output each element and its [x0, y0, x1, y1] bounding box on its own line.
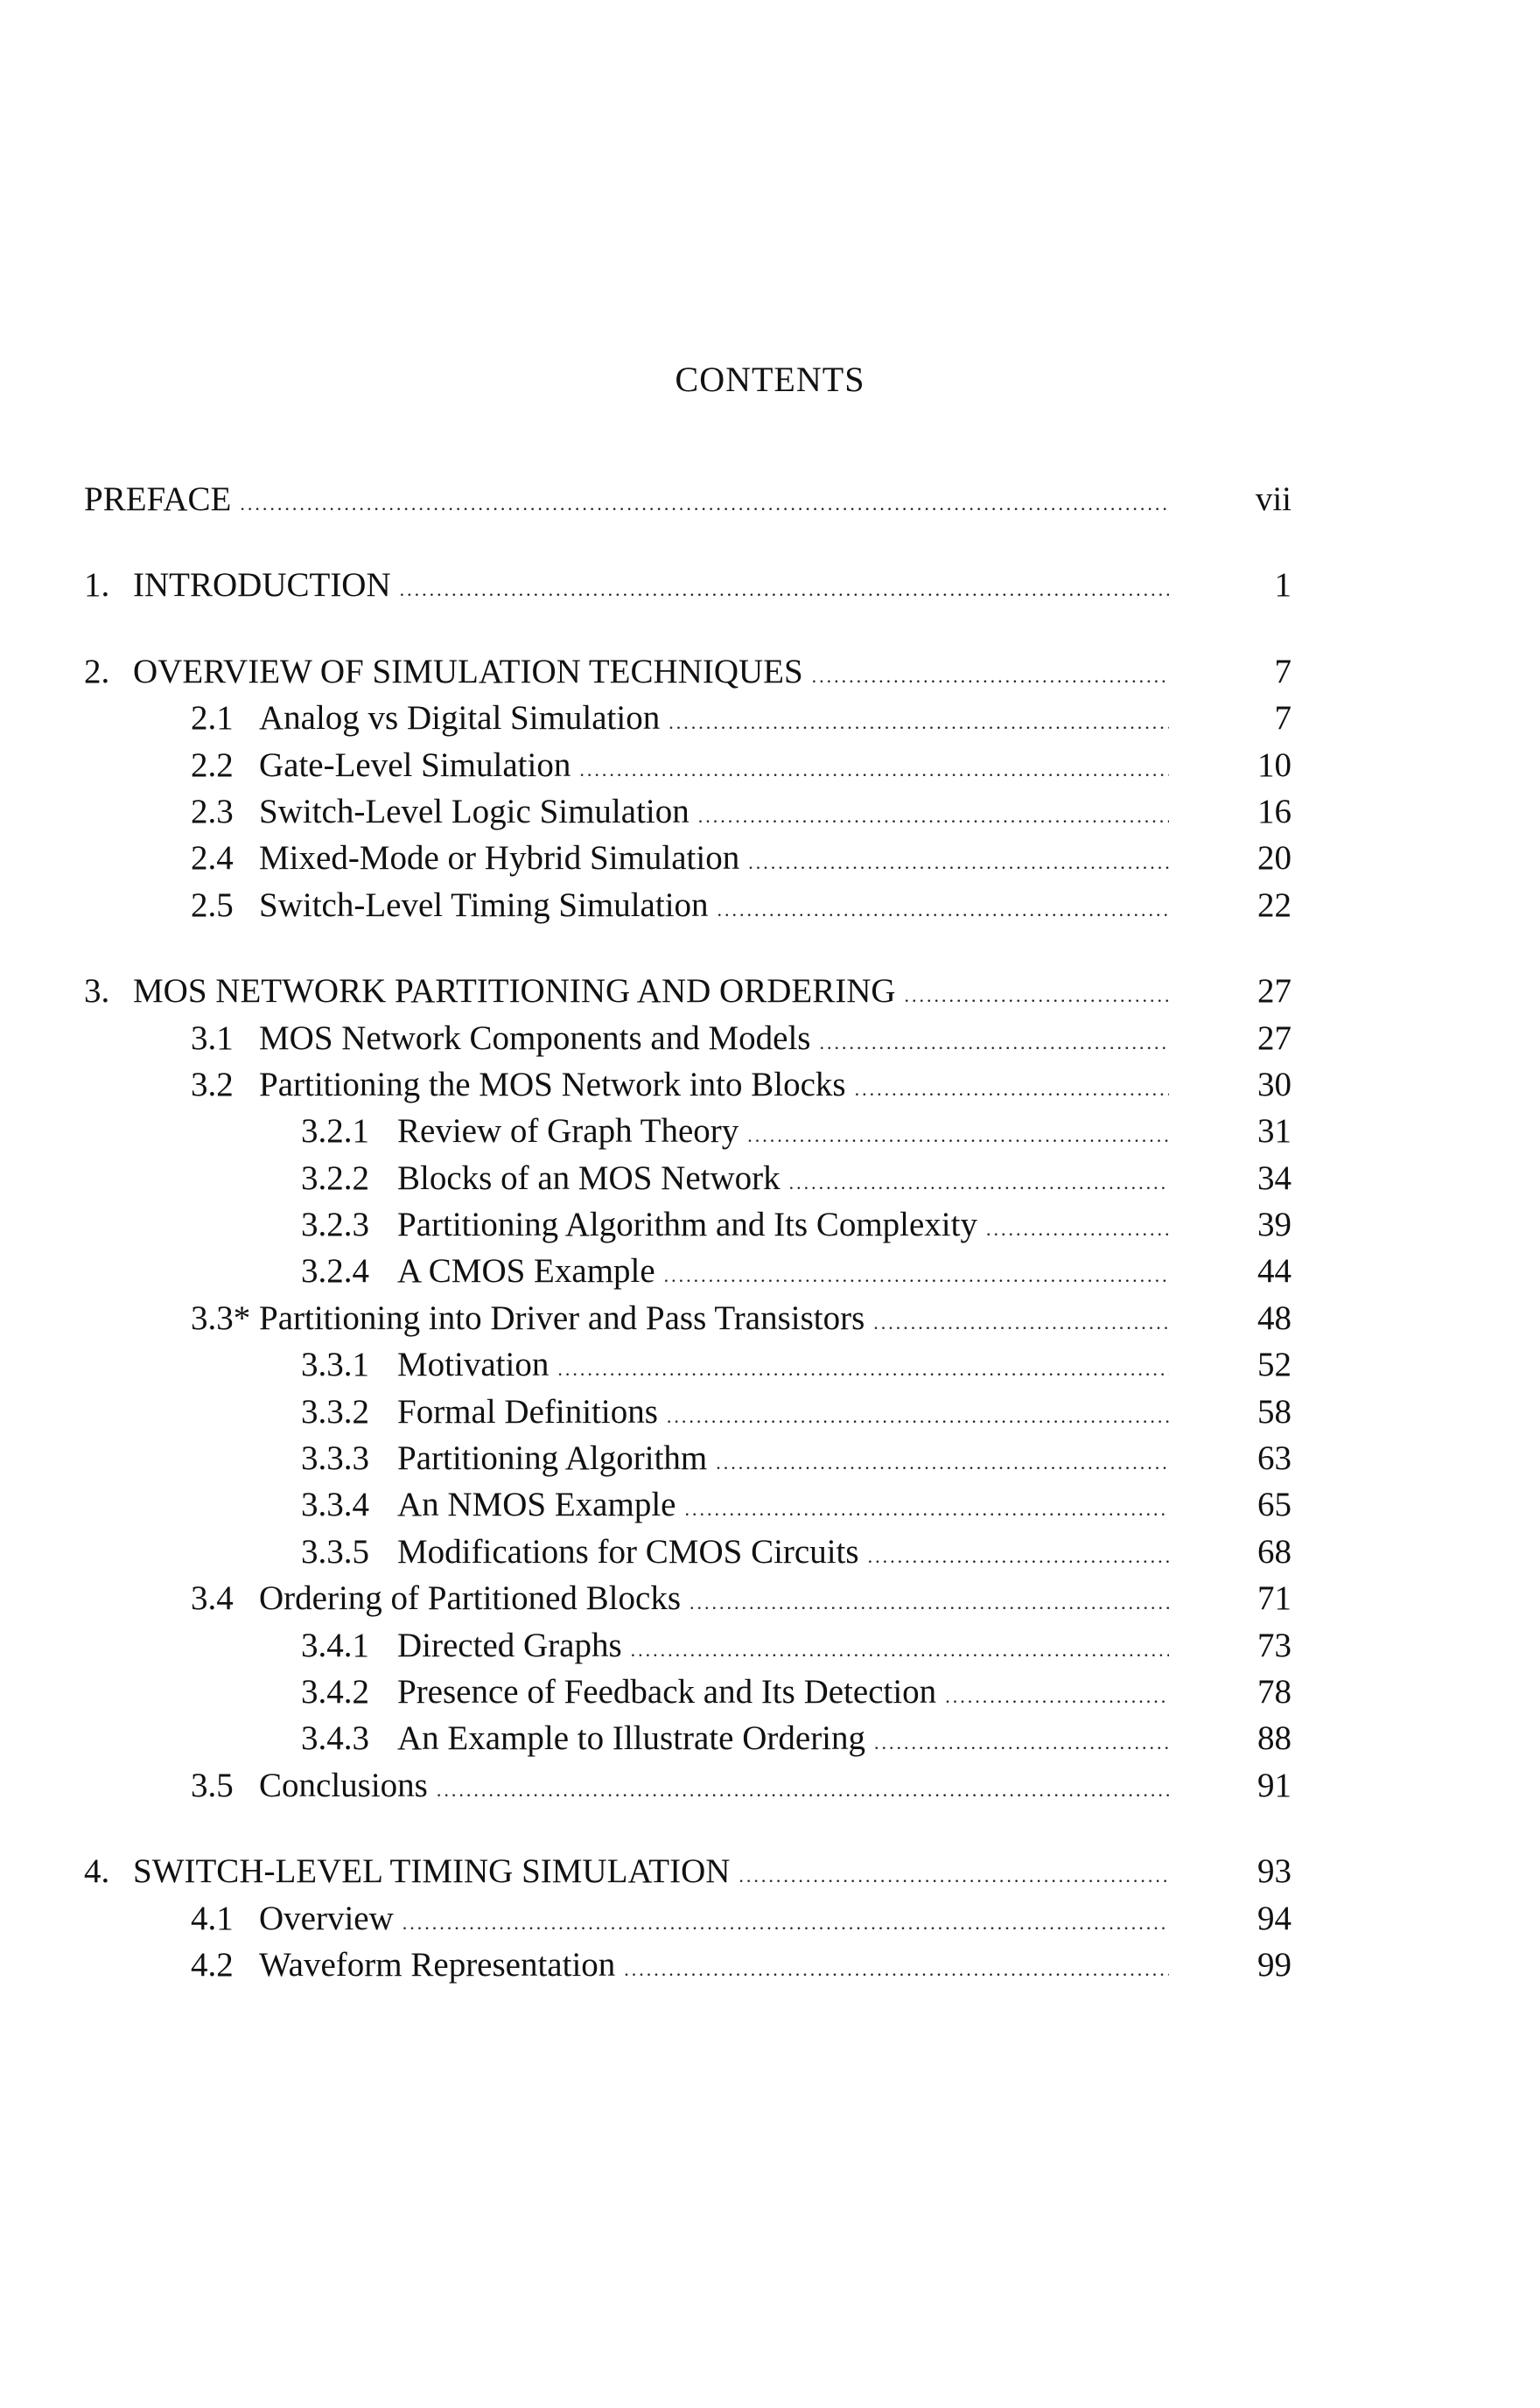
toc-entry-section	[84, 1766, 1292, 1812]
toc-entry-chapter-1	[84, 565, 1292, 612]
toc-entry-number: 2.4	[191, 839, 234, 878]
toc-entry-title: Blocks of an MOS Network	[397, 1158, 780, 1197]
dot-leader	[240, 493, 1169, 515]
toc-entry-page: 39	[1257, 1206, 1292, 1244]
toc-entry-number: 3.1	[191, 1018, 234, 1057]
toc-entry-number: 3.3.2	[301, 1392, 369, 1431]
dot-leader	[437, 1779, 1169, 1802]
toc-entry-title: INTRODUCTION	[133, 566, 391, 605]
toc-entry-section	[84, 838, 1292, 885]
toc-entry-title: Directed Graphs	[397, 1626, 622, 1664]
toc-entry-page: 93	[1257, 1852, 1292, 1891]
toc-entry-chapter-3	[84, 971, 1292, 1018]
dot-leader	[400, 578, 1169, 601]
toc-entry-section	[84, 792, 1292, 838]
toc-entry-title: Partitioning the MOS Network into Blocks	[259, 1065, 846, 1103]
toc-entry-number: 1.	[84, 566, 110, 605]
toc-entry-number: 3.4.3	[301, 1719, 369, 1758]
dot-leader	[905, 984, 1169, 1007]
toc-entry-subsection	[84, 1345, 1292, 1391]
dot-leader	[789, 1172, 1169, 1194]
toc-entry-number: 2.5	[191, 886, 234, 924]
dot-leader	[945, 1685, 1169, 1708]
dot-leader	[747, 1124, 1169, 1147]
toc-entry-subsection	[84, 1205, 1292, 1251]
toc-entry-subsection	[84, 1532, 1292, 1578]
toc-entry-number: 3.5	[191, 1766, 234, 1804]
toc-entry-page: 31	[1257, 1112, 1292, 1151]
dot-leader	[748, 851, 1169, 874]
toc-entry-page: 71	[1257, 1579, 1292, 1618]
toc-entry-section	[84, 698, 1292, 745]
toc-entry-title: Partitioning Algorithm and Its Complexity	[397, 1206, 977, 1244]
toc-entry-page: 65	[1257, 1486, 1292, 1524]
toc-entry-page: 78	[1257, 1672, 1292, 1711]
toc-entry-title: Motivation	[397, 1346, 550, 1384]
dot-leader	[690, 1592, 1169, 1614]
toc-entry-section	[84, 1578, 1292, 1625]
dot-leader	[874, 1732, 1169, 1754]
toc-entry-title: Ordering of Partitioned Blocks	[259, 1579, 681, 1618]
toc-entry-title: SWITCH-LEVEL TIMING SIMULATION	[133, 1852, 731, 1891]
toc-entry-preface	[84, 480, 1292, 526]
toc-entry-title: Switch-Level Timing Simulation	[259, 886, 709, 924]
dot-leader	[812, 665, 1169, 688]
toc-entry-page: 20	[1257, 839, 1292, 878]
toc-entry-number: 3.4	[191, 1579, 234, 1618]
dot-leader	[738, 1865, 1169, 1887]
dot-leader	[868, 1545, 1169, 1568]
toc-entry-number: 3.3.3	[301, 1439, 369, 1478]
toc-entry-page: 73	[1257, 1626, 1292, 1664]
toc-entry-page: 44	[1257, 1252, 1292, 1291]
dot-leader	[819, 1032, 1169, 1054]
dot-leader	[684, 1498, 1169, 1521]
toc-entry-title: A CMOS Example	[397, 1252, 655, 1291]
dot-leader	[698, 805, 1169, 828]
toc-entry-page: vii	[1255, 480, 1292, 518]
dot-leader	[986, 1218, 1169, 1241]
toc-entry-subsection	[84, 1392, 1292, 1438]
toc-entry-title: Presence of Feedback and Its Detection	[397, 1672, 937, 1711]
dot-leader	[402, 1912, 1169, 1935]
toc-entry-subsection	[84, 1438, 1292, 1485]
toc-entry-section	[84, 886, 1292, 932]
toc-entry-section	[84, 1018, 1292, 1065]
toc-entry-section	[84, 1065, 1292, 1111]
dot-leader	[718, 899, 1169, 921]
toc-entry-title: Partitioning Algorithm	[397, 1439, 708, 1478]
toc-entry-title: PREFACE	[84, 480, 232, 518]
toc-entry-page: 91	[1257, 1766, 1292, 1804]
toc-entry-number: 4.2	[191, 1945, 234, 1984]
toc-entry-number: 3.3.5	[301, 1532, 369, 1571]
toc-entry-page: 52	[1257, 1346, 1292, 1384]
toc-entry-chapter-2	[84, 652, 1292, 698]
toc-entry-title: Analog vs Digital Simulation	[259, 699, 661, 738]
toc-entry-page: 68	[1257, 1532, 1292, 1571]
toc-entry-subsection	[84, 1626, 1292, 1672]
toc-entry-page: 22	[1257, 886, 1292, 924]
toc-entry-title: Review of Graph Theory	[397, 1112, 739, 1151]
toc-entry-page: 63	[1257, 1439, 1292, 1478]
toc-entry-title: Partitioning into Driver and Pass Transistors	[259, 1298, 865, 1337]
toc-entry-number: 4.1	[191, 1899, 234, 1937]
toc-entry-page: 27	[1257, 972, 1292, 1011]
dot-leader	[631, 1639, 1169, 1662]
toc-entry-title: MOS Network Components and Models	[259, 1018, 811, 1057]
toc-entry-title: Conclusions	[259, 1766, 428, 1804]
toc-entry-page: 7	[1274, 699, 1292, 738]
toc-entry-subsection	[84, 1718, 1292, 1765]
table-of-contents	[84, 480, 1292, 1992]
toc-entry-number: 3.2.4	[301, 1252, 369, 1291]
toc-entry-page: 30	[1257, 1065, 1292, 1103]
toc-entry-section	[84, 1899, 1292, 1945]
toc-entry-section	[84, 1945, 1292, 1992]
dot-leader	[716, 1452, 1169, 1474]
toc-entry-number: 3.2.1	[301, 1112, 369, 1151]
toc-entry-page: 34	[1257, 1158, 1292, 1197]
toc-entry-number: 3.4.1	[301, 1626, 369, 1664]
toc-entry-number: 3.2.3	[301, 1206, 369, 1244]
toc-entry-subsection	[84, 1251, 1292, 1298]
toc-entry-page: 1	[1274, 566, 1292, 605]
toc-entry-subsection	[84, 1672, 1292, 1718]
toc-entry-section	[84, 746, 1292, 792]
toc-entry-title: Overview	[259, 1899, 394, 1937]
toc-entry-page: 88	[1257, 1719, 1292, 1758]
dot-leader	[664, 1264, 1169, 1287]
toc-entry-page: 16	[1257, 792, 1292, 830]
toc-entry-number: 3.3*	[191, 1298, 251, 1337]
dot-leader	[579, 759, 1169, 781]
toc-entry-page: 58	[1257, 1392, 1292, 1431]
toc-entry-number: 2.2	[191, 746, 234, 784]
toc-entry-title: Switch-Level Logic Simulation	[259, 792, 690, 830]
toc-entry-number: 3.2	[191, 1065, 234, 1103]
toc-entry-number: 3.4.2	[301, 1672, 369, 1711]
toc-entry-number: 2.	[84, 652, 110, 690]
toc-entry-page: 7	[1274, 652, 1292, 690]
toc-entry-page: 10	[1257, 746, 1292, 784]
dot-leader	[667, 1405, 1169, 1428]
toc-entry-number: 3.3.4	[301, 1486, 369, 1524]
dot-leader	[557, 1358, 1169, 1381]
dot-leader	[668, 711, 1169, 734]
toc-entry-title: MOS NETWORK PARTITIONING AND ORDERING	[133, 972, 896, 1011]
toc-entry-title: OVERVIEW OF SIMULATION TECHNIQUES	[133, 652, 803, 690]
toc-entry-title: Mixed-Mode or Hybrid Simulation	[259, 839, 740, 878]
dot-leader	[873, 1312, 1169, 1334]
dot-leader	[624, 1958, 1169, 1981]
toc-entry-number: 3.2.2	[301, 1158, 369, 1197]
toc-entry-page: 94	[1257, 1899, 1292, 1937]
toc-entry-title: Formal Definitions	[397, 1392, 658, 1431]
page-title: CONTENTS	[675, 360, 865, 399]
toc-entry-title: An Example to Illustrate Ordering	[397, 1719, 866, 1758]
toc-entry-number: 3.3.1	[301, 1346, 369, 1384]
toc-entry-chapter-4	[84, 1852, 1292, 1898]
toc-entry-title: Modifications for CMOS Circuits	[397, 1532, 859, 1571]
toc-entry-subsection	[84, 1485, 1292, 1531]
toc-entry-page: 99	[1257, 1945, 1292, 1984]
toc-entry-title: An NMOS Example	[397, 1486, 676, 1524]
toc-entry-number: 4.	[84, 1852, 110, 1891]
toc-entry-subsection	[84, 1158, 1292, 1205]
toc-entry-page: 27	[1257, 1018, 1292, 1057]
toc-entry-subsection	[84, 1111, 1292, 1158]
toc-entry-number: 2.1	[191, 699, 234, 738]
toc-entry-number: 3.	[84, 972, 110, 1011]
toc-entry-title: Waveform Representation	[259, 1945, 616, 1984]
toc-entry-title: Gate-Level Simulation	[259, 746, 571, 784]
toc-entry-number: 2.3	[191, 792, 234, 830]
toc-entry-section	[84, 1298, 1292, 1345]
toc-entry-page: 48	[1257, 1298, 1292, 1337]
dot-leader	[855, 1078, 1169, 1101]
